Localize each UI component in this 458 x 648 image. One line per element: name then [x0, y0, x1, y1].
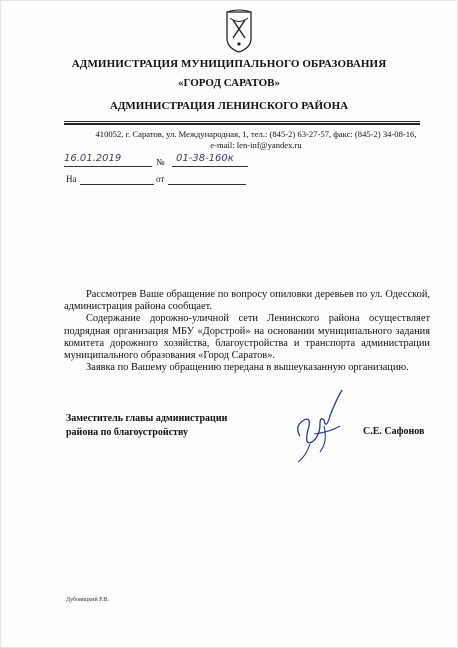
number-underline [172, 166, 248, 167]
reference-ot-label: от [156, 174, 165, 184]
org-name-line1: АДМИНИСТРАЦИЯ МУНИЦИПАЛЬНОГО ОБРАЗОВАНИЯ [71, 58, 387, 70]
contacts-email: e-mail: len-inf@yandex.ru [210, 140, 302, 150]
org-name-line2: «ГОРОД САРАТОВ» [178, 77, 280, 89]
signer-title-line2: района по благоустройству [66, 427, 189, 438]
reference-date-line [168, 184, 246, 185]
org-name-line3: АДМИНИСТРАЦИЯ ЛЕНИНСКОГО РАЙОНА [109, 100, 349, 112]
date-underline [64, 166, 152, 167]
registration-number: 01-38-160к [176, 153, 234, 164]
contacts-address: 410052, г. Саратов, ул. Международная, 1, тел.: (845-2) 63-27-57, факс: (845-2) 34-08-16, [95, 129, 417, 139]
executor-name: Дубовицкий Р.В. [66, 597, 109, 603]
reference-number-line [80, 184, 154, 185]
handwritten-signature-icon [290, 386, 356, 466]
signer-title-line1: Заместитель главы администрации [66, 413, 228, 424]
header-rule-thin [64, 121, 420, 122]
registration-number-sign: № [156, 157, 165, 167]
contacts-block [86, 129, 426, 151]
signer-name: С.Е. Сафонов [363, 426, 425, 437]
paragraph-2: Содержание дорожно-уличной сети Ленинского района осуществляет подрядная организация МБУ «Дорстрой» на основании муниципального задания комитета дорожного хозяйства, благоустройства и транспорта администрации муниципального образования «Город Саратов». [64, 313, 430, 362]
coat-of-arms-icon [224, 8, 254, 54]
registration-date: 16.01.2019 [64, 153, 122, 164]
letter-body [64, 289, 430, 374]
paragraph-1: Рассмотрев Ваше обращение по вопросу опиловки деревьев по ул. Одесской, администрация района сообщает. [64, 289, 430, 313]
paragraph-3: Заявка по Вашему обращению передана в вышеуказанную организацию. [86, 362, 409, 374]
reference-na-label: На [66, 174, 77, 184]
header-rule-thick [64, 123, 420, 125]
signer-title [66, 412, 227, 440]
